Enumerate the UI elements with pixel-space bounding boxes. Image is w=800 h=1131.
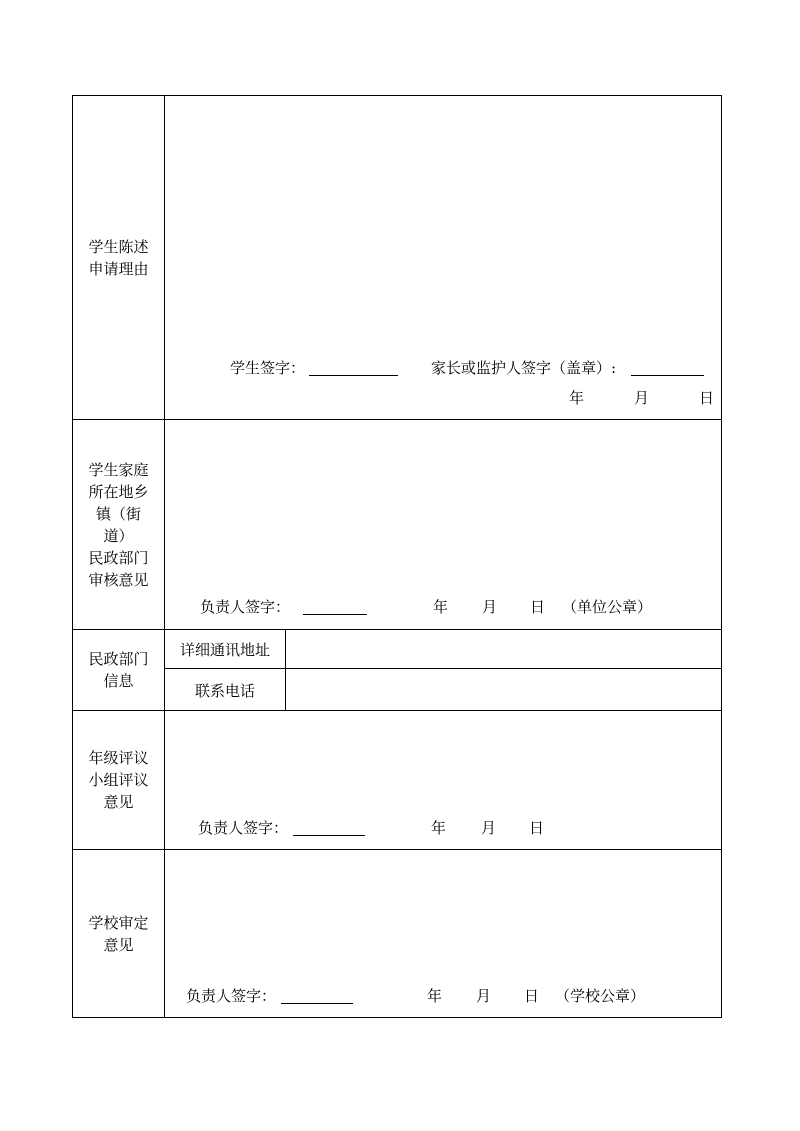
student-statement-content[interactable] — [165, 96, 721, 419]
grade-review-label-cell — [73, 711, 165, 849]
grade-review-sign-blank[interactable] — [293, 835, 365, 836]
civil-review-stamp: （单位公章） — [562, 598, 653, 616]
student-statement-row — [73, 96, 721, 420]
student-date-month: 月 — [634, 389, 650, 407]
school-review-sign-blank[interactable] — [281, 1003, 353, 1004]
civil-review-date-month: 月 — [482, 598, 498, 616]
school-review-date-day: 日 — [524, 987, 540, 1005]
civil-info-row — [73, 630, 721, 711]
student-statement-label-cell — [73, 96, 165, 419]
student-date-year: 年 — [569, 389, 585, 407]
address-field[interactable] — [286, 630, 721, 668]
school-review-stamp: （学校公章） — [555, 987, 646, 1005]
student-date-day: 日 — [699, 389, 715, 407]
civil-review-label-cell — [73, 420, 165, 629]
phone-field[interactable] — [286, 669, 721, 711]
school-review-label-cell — [73, 850, 165, 1017]
grade-review-date-month: 月 — [481, 819, 497, 837]
parent-sign-label: 家长或监护人签字（盖章）: — [431, 359, 617, 377]
civil-review-sign-label: 负责人签字： — [200, 598, 291, 616]
address-label: 详细通讯地址 — [165, 630, 286, 668]
application-form-table — [72, 95, 722, 1018]
grade-review-row — [73, 711, 721, 850]
civil-review-label: 学生家庭 所在地乡 镇（街道） 民政部门 审核意见 — [88, 460, 149, 589]
student-statement-label: 学生陈述 申请理由 — [88, 237, 149, 278]
school-review-date-year: 年 — [427, 987, 443, 1005]
civil-review-sign-blank[interactable] — [303, 614, 367, 615]
student-sign-blank[interactable] — [309, 375, 398, 376]
grade-review-content[interactable] — [165, 711, 721, 849]
school-review-content[interactable] — [165, 850, 721, 1017]
civil-review-row — [73, 420, 721, 630]
school-review-label: 学校审定 意见 — [88, 913, 149, 954]
school-review-row — [73, 850, 721, 1017]
grade-review-date-year: 年 — [431, 819, 447, 837]
grade-review-sign-label: 负责人签字： — [198, 819, 289, 837]
address-row — [165, 630, 721, 669]
civil-info-label-cell — [73, 630, 165, 710]
civil-review-date-year: 年 — [433, 598, 449, 616]
phone-label: 联系电话 — [165, 669, 286, 711]
civil-review-content[interactable] — [165, 420, 721, 629]
student-sign-label: 学生签字： — [230, 359, 306, 377]
grade-review-label: 年级评议 小组评议 意见 — [88, 749, 149, 811]
grade-review-date-day: 日 — [529, 819, 545, 837]
school-review-sign-label: 负责人签字： — [186, 987, 277, 1005]
civil-info-label: 民政部门 信息 — [88, 650, 149, 690]
phone-row — [165, 669, 721, 711]
parent-sign-blank[interactable] — [631, 375, 704, 376]
civil-review-date-day: 日 — [530, 598, 546, 616]
school-review-date-month: 月 — [476, 987, 492, 1005]
civil-info-content — [165, 630, 721, 710]
